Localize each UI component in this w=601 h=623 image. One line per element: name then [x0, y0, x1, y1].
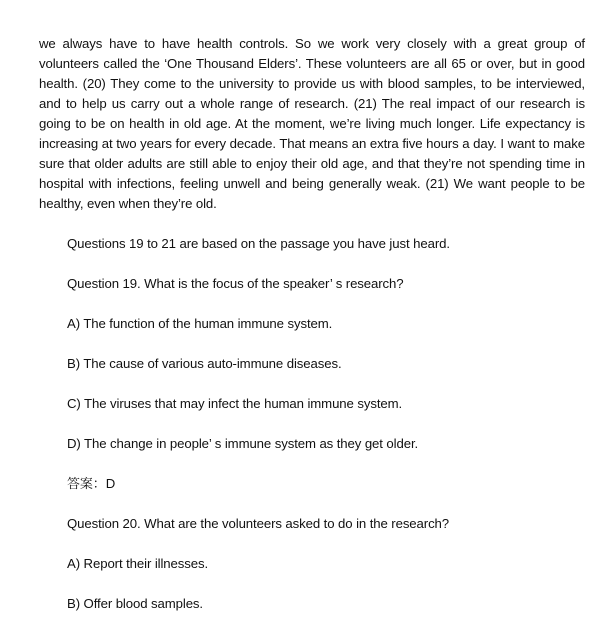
question-19: Question 19. What is the focus of the speaker’ s research?	[67, 276, 404, 291]
passage-text: we always have to have health controls. So we work very closely with a great group of volunteers called the ‘One Thousand Elders’. These volunteers are all 65 or over, but in good health. (20) They come to the university to provide us with blood samples, to be interviewed, and to help us carry out a whole range of research. (21) The real impact of our research is going to be on health in old age. At the moment, we’re living much longer. Life expectancy is increasing at two years for every decade. That means an extra five hours a day. I want to make sure that older adults are still able to enjoy their old age, and that they’re not spending time in hospital with infections, feeling unwell and being generally weak. (21) We want people to be healthy, even when they’re old.	[39, 36, 585, 211]
q20-option-a: A) Report their illnesses.	[67, 556, 209, 571]
q20-option-b: B) Offer blood samples.	[67, 596, 203, 611]
questions-intro: Questions 19 to 21 are based on the passage you have just heard.	[67, 236, 450, 251]
q19-option-d: D) The change in people’ s immune system as they get older.	[67, 436, 419, 451]
answer-label: 答案：	[67, 477, 106, 492]
answer-value: D	[105, 476, 116, 491]
question-20: Question 20. What are the volunteers asked to do in the research?	[67, 516, 450, 531]
q19-option-b: B) The cause of various auto-immune diseases.	[67, 356, 342, 371]
q19-answer	[67, 474, 115, 495]
q19-option-a: A) The function of the human immune system.	[67, 316, 333, 331]
q19-option-c: C) The viruses that may infect the human immune system.	[67, 396, 403, 411]
